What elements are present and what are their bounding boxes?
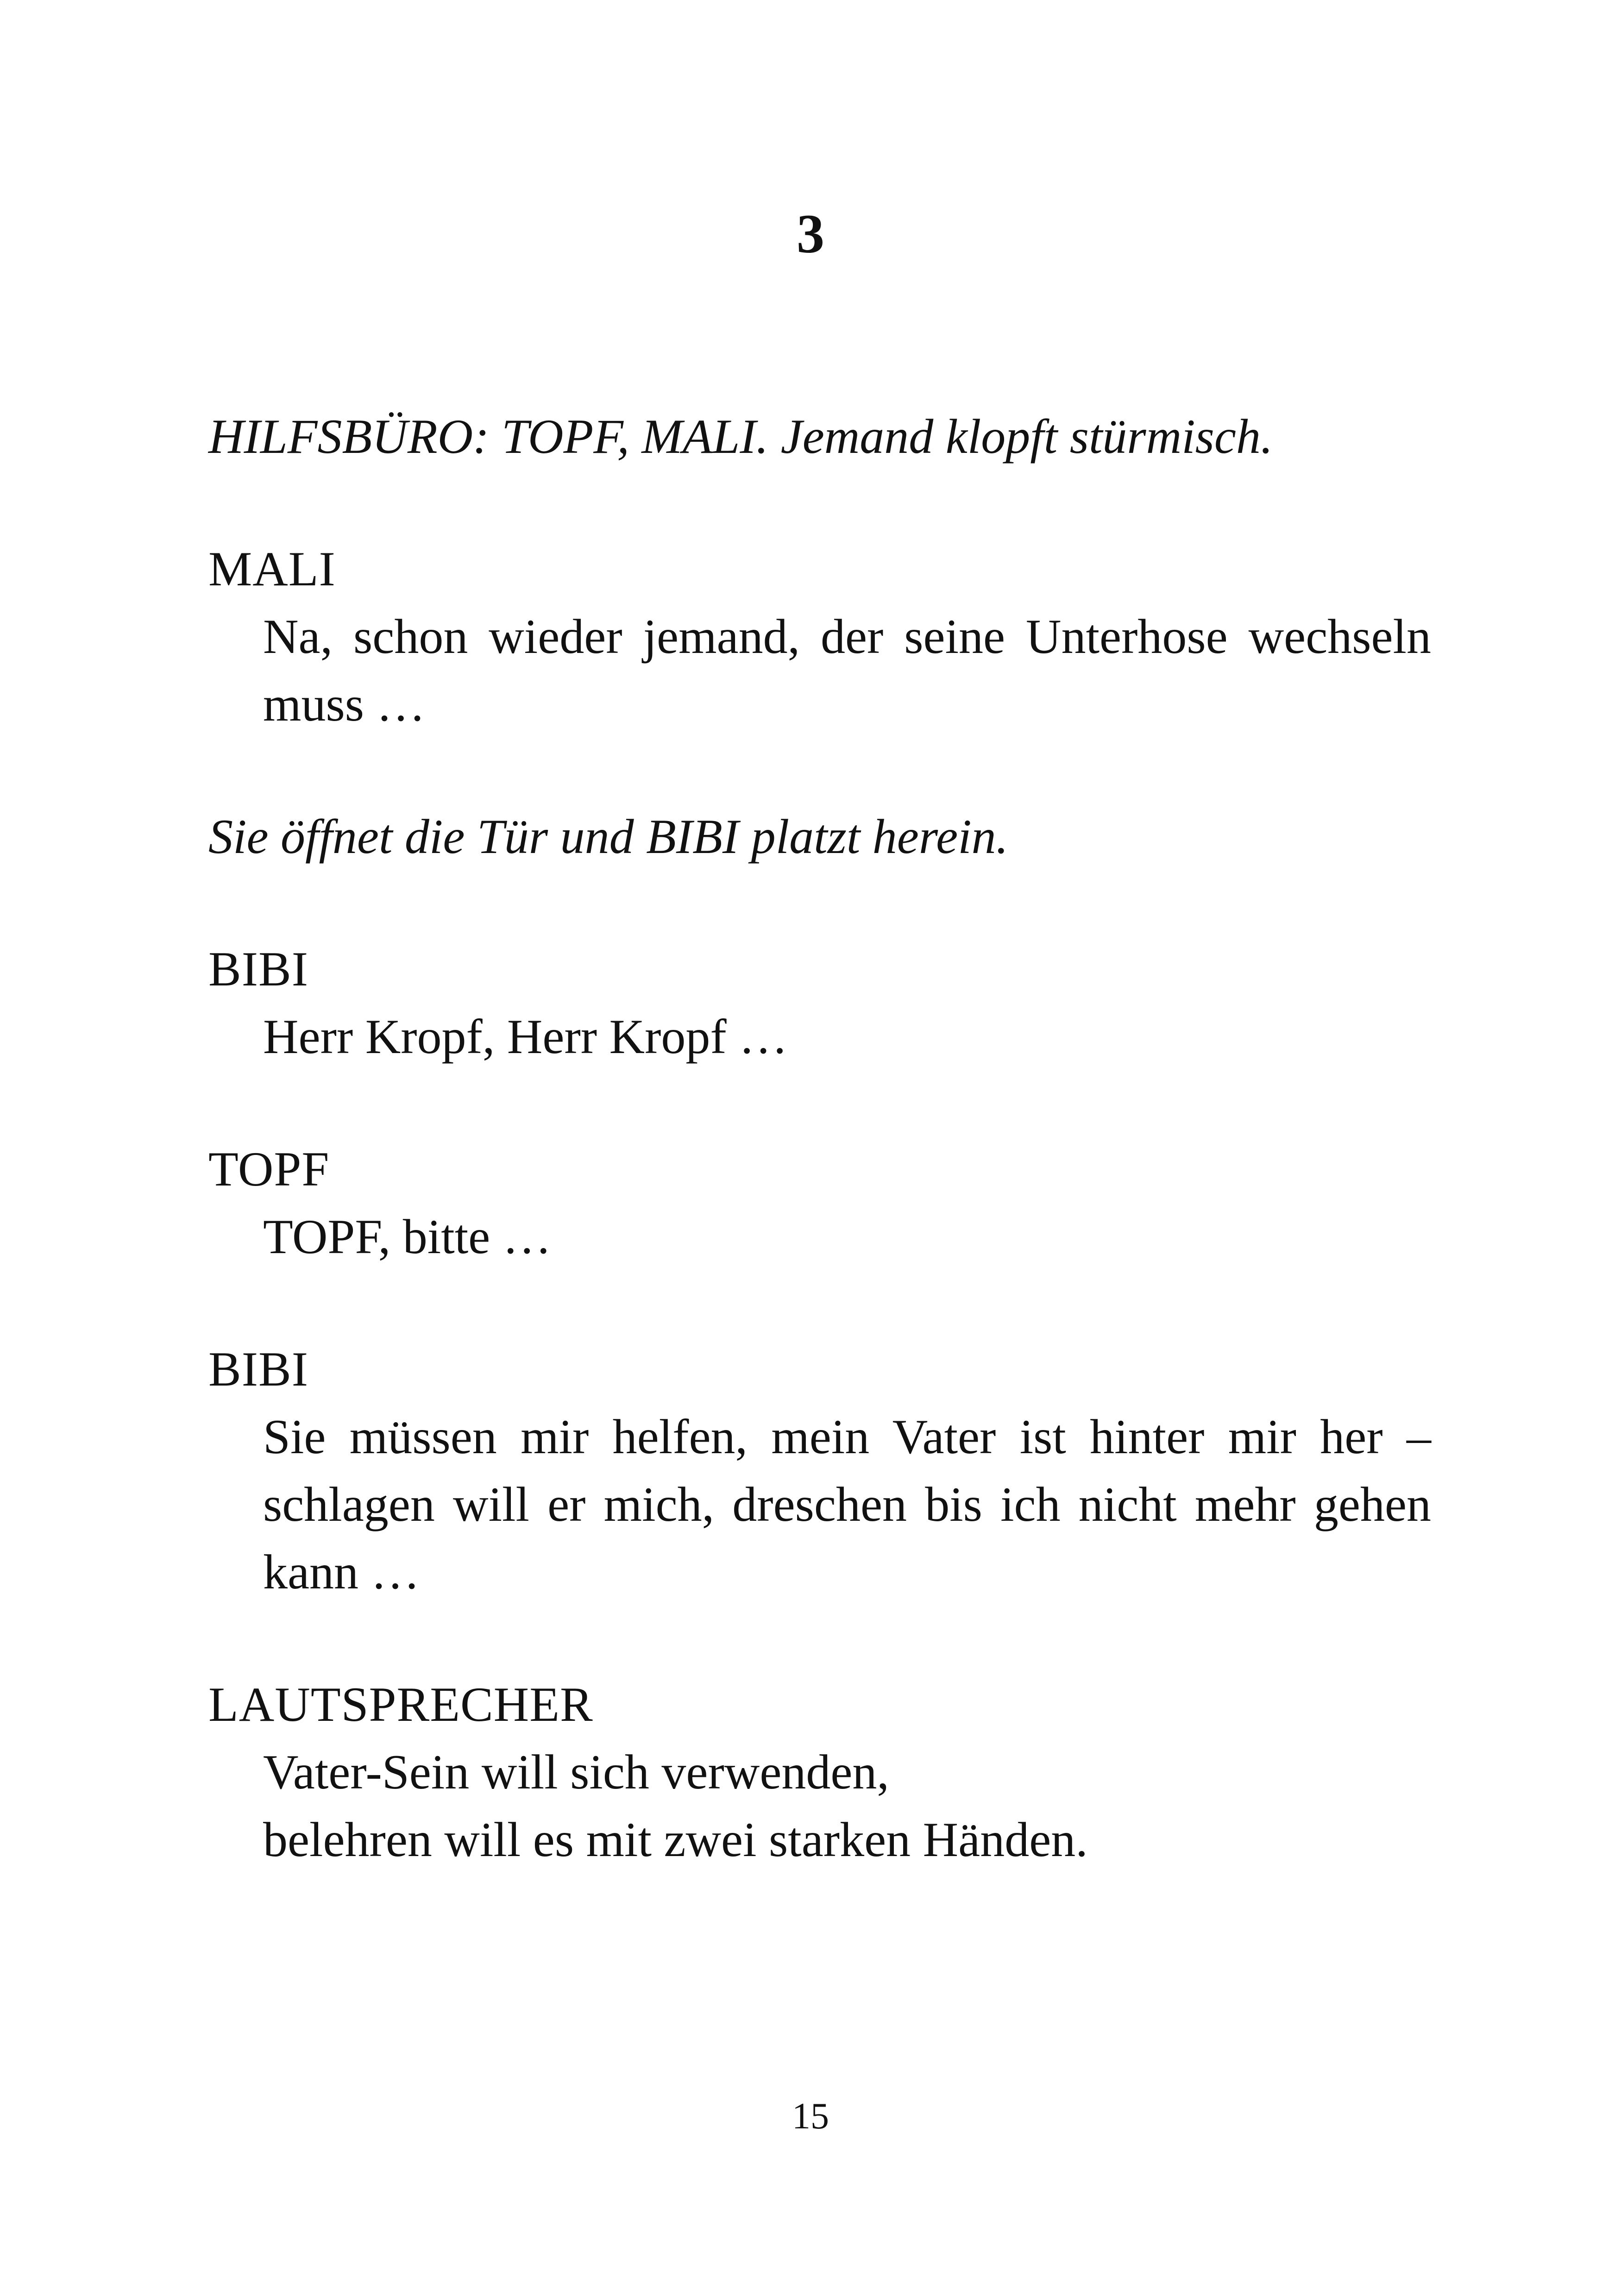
- verse-line: Vater-Sein will sich verwenden,: [263, 1745, 889, 1799]
- play-text: [208, 403, 1431, 1938]
- speaker-name: TOPF: [208, 1142, 330, 1196]
- stage-direction: HILFSBÜRO: TOPF, MALI. Jemand klopft stürmisch.: [208, 409, 1273, 464]
- speech-text: TOPF, bitte …: [263, 1210, 552, 1264]
- speaker-name: MALI: [208, 542, 336, 596]
- page-number: 15: [792, 2096, 829, 2137]
- speech-verse: [263, 1738, 1431, 1874]
- speech-text: Herr Kropf, Herr Kropf …: [263, 1010, 788, 1064]
- scene-number: 3: [797, 203, 824, 264]
- verse-line: belehren will es mit zwei starken Händen.: [263, 1813, 1088, 1867]
- speech-text: Sie müssen mir helfen, mein Vater ist hinter mir her – schlagen will er mich, dreschen bis ich nicht mehr gehen kann …: [263, 1410, 1431, 1599]
- speaker-name: BIBI: [208, 942, 308, 996]
- speaker-name: LAUTSPRECHER: [208, 1677, 593, 1731]
- speaker-name: BIBI: [208, 1342, 308, 1396]
- speech-text: Na, schon wieder jemand, der seine Unterhose wechseln muss …: [263, 609, 1431, 731]
- stage-direction: Sie öffnet die Tür und BIBI platzt herein.: [208, 809, 1009, 864]
